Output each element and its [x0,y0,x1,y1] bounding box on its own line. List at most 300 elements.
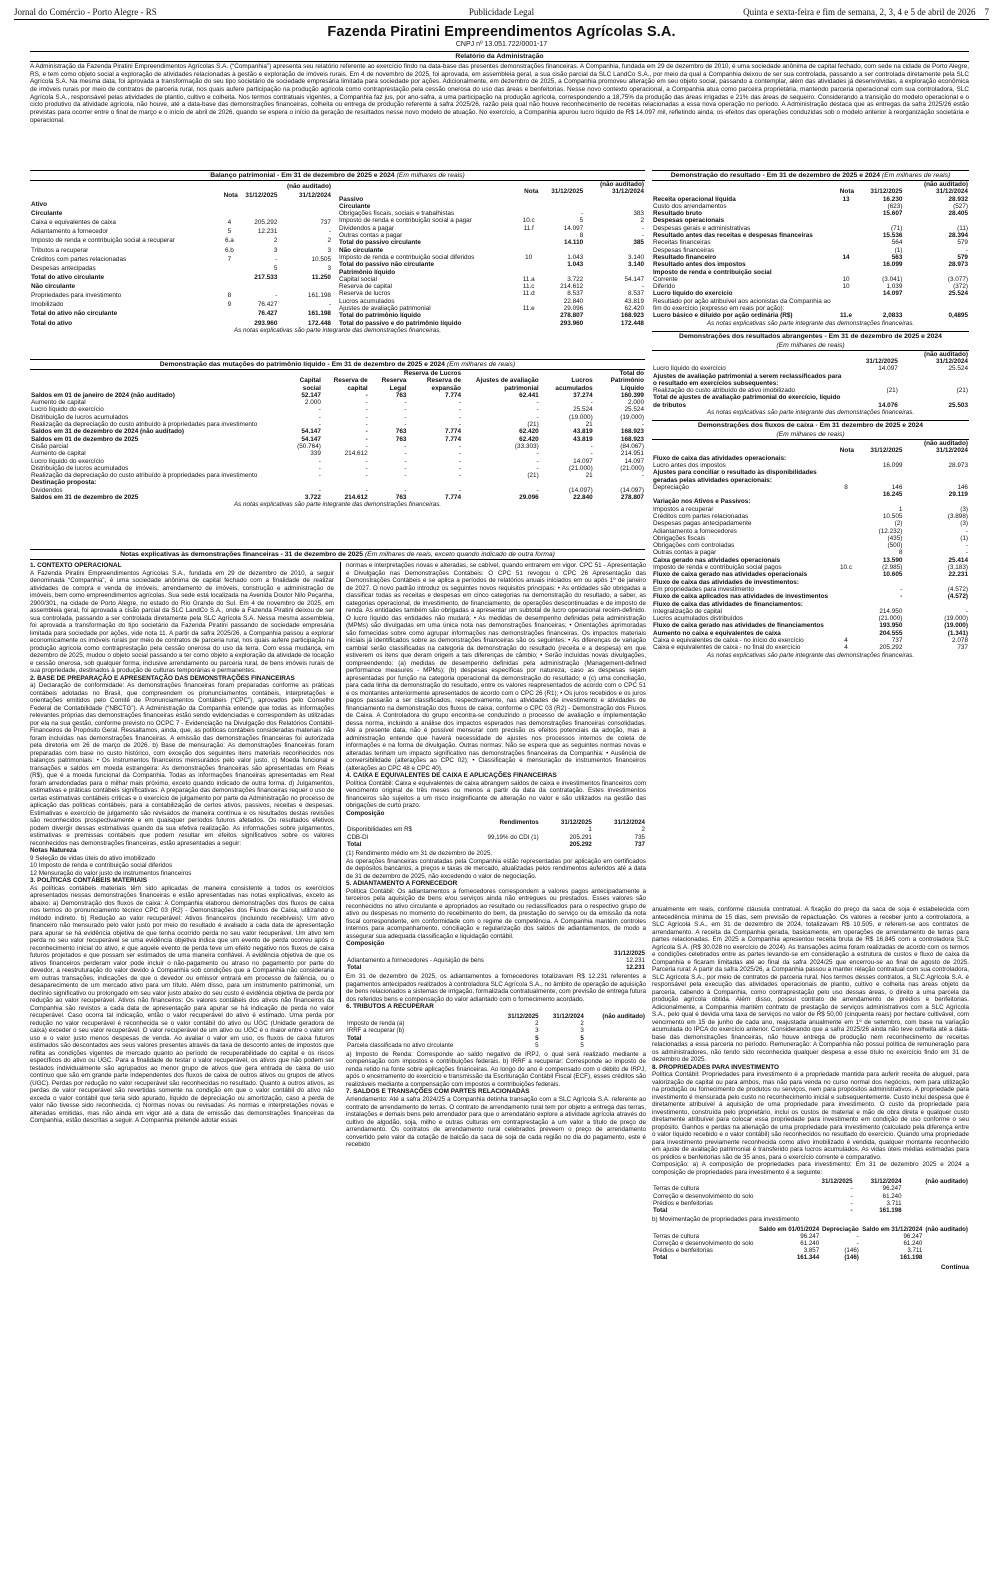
row-value: - [404,421,407,429]
row-value: - [850,1185,853,1193]
row-label: Circulante [339,202,371,210]
table-row [30,281,332,290]
row-label: Não circulante [31,283,76,291]
row-value: (21) [527,421,539,429]
row-value-2025 [855,269,903,276]
table-row [652,1185,969,1192]
table-row [346,964,646,971]
row-label: Integralização de capital [653,607,722,615]
row-label: Total do passivo e do patrimônio líquido [339,319,462,327]
row-label: Resultado bruto [653,210,702,218]
row-value-2024 [903,298,969,313]
note-table-caixa [346,819,646,848]
row-value: 2 [535,1020,539,1028]
masthead-date: Quinta e sexta-feira e fim de semana, 2, 3, 4 e 5 de abril de 2026 7 [743,7,989,18]
row-value [462,479,540,486]
header-cell [30,181,220,190]
row-value-2024: (3.077) [947,275,968,283]
row-value: - [458,486,462,494]
row-value: - [458,421,462,429]
header-cell [652,447,837,454]
table-row [652,217,969,224]
row-value: (33.303) [514,442,539,450]
row-value: - [318,486,321,494]
row-value: 25.524 [573,406,593,414]
header-cell: 31/12/2024 [612,188,644,196]
table-row [30,272,332,281]
table-row [30,245,332,254]
table-row [346,1020,646,1027]
row-nota [837,542,855,549]
row-value: 7.774 [445,494,462,502]
row-nota [837,290,855,297]
row-nota [837,462,855,469]
row-label: Aumento de capital [31,399,86,407]
row-value-2025: 3 [273,246,278,254]
row-value-2025 [855,469,903,484]
note-paragraph: a) Declaração de conformidade: As demonstrações financeiras foram preparadas conforme as práticas contábeis adotadas no Brasil, que compreendem os pronunciamentos contábeis, interpretações e orientações emitidos pelo Comitê de Pronunciamentos Contábeis (“CPC”), aprovados pelo Conselho Federal de Contabilidade (“NBCTG”). A Administração da Companhia entende que todas as informações relevantes próprias das demonstrações financeiras estão sendo evidenciadas e correspondem às utilizadas por ela na sua gestão, conforme previsto no OCPC 7 - Evidenciação na Divulgação dos Relatórios Contábil-Financeiros de Propósito Geral. Ressaltamos, ainda, que, as políticas contábeis consideradas materiais não foram incluídas nas demonstrações financeiras. A emissão das demonstrações financeiras foi autorizada pela diretoria em 26 de março de 2026. b) Base de mensuração: As demonstrações financeiras foram preparadas com base no custo histórico, com exceção dos seguintes itens materiais reconhecidos nos balanços patrimoniais: • Os instrumentos financeiros mensurados pelo valor justo. c) Moeda funcional e transações e saldos em moeda estrangeira: As demonstrações financeiras são apresentadas em Reais (R$), que é a moeda funcional da Companhia. Todas as informações financeiras apresentadas em Real foram arredondadas para o milhar mais próximo, exceto quando indicado de outra forma. d) Julgamentos, estimativas e práticas contábeis significativas: A preparação das demonstrações financeiras requer o uso de certas estimativas contábeis críticas e o exercício de julgamento por parte da Administração no processo de aplicação das políticas contábeis, para a contabilização de certos ativos, passivos, receitas e despesas. Estimativas e exercício de julgamento são revisados de maneira contínua e os resultados destas revisões são reconhecidos prospectivamente e em quaisquer períodos futuros afetados. Os resultados efetivos podem divergir dessas estimativas quando da sua efetiva realização. As informações sobre julgamentos, estimativas e premissas contábeis que podem resultar em efeitos significativos sobre os valores reconhecidos nas demonstrações financeiras, estão apresentadas a seguir: [30,682,334,847]
table-row [652,1200,969,1207]
row-label: Receitas financeiras [653,239,711,247]
table-row [652,484,969,491]
row-nota: 11.c [522,283,535,291]
row-value-2025 [539,196,584,203]
row-value-2024: 385 [633,239,644,247]
row-value-2025 [855,217,903,224]
row-value: 763 [395,391,407,399]
row-value-2025: 1 [898,505,903,513]
balanco-section [30,170,645,335]
row-value: - [365,442,368,450]
row-value-2024: 172.448 [620,319,644,327]
row-nota: 4 [844,637,848,645]
row-nota: 9 [227,301,232,309]
row-label: Não circulante [339,246,384,254]
row-value-2024: 28.394 [948,232,968,240]
row-value: 61.240 [800,1240,820,1248]
row-value-2025: - [900,593,903,601]
table-row [338,269,645,276]
row-value-2025: 14.097 [882,290,903,298]
row-value-2025: 22.840 [563,297,584,305]
row-value-2025 [539,269,584,276]
row-nota [518,261,539,268]
row-value-2024: 579 [957,253,968,261]
row-value-2024: 161.198 [307,292,331,300]
table-row [30,472,645,479]
note-heading: Composição [346,940,385,948]
row-nota [837,247,855,254]
row-value: 43.819 [573,428,593,436]
row-value: 52.147 [301,391,321,399]
row-value [454,841,540,848]
table-row [652,254,969,261]
row-label: Reserva de capital [339,283,392,291]
row-value-2024: 25.414 [948,556,968,564]
row-value-2024 [584,196,645,203]
row-value-2025 [239,199,279,208]
table-row [30,406,645,413]
note-heading: 3. POLÍTICAS CONTÁBEIS MATERIAIS [30,877,148,885]
row-value: 62.420 [519,435,539,443]
row-nota [837,225,855,232]
row-value: 3.711 [907,1247,923,1255]
row-value-2025: 293.960 [560,319,584,327]
row-value: - [365,428,368,436]
row-value: 62.420 [519,428,539,436]
row-value-2025: 16.099 [882,461,903,469]
row-value: - [365,406,368,414]
row-value: 99,19% do CDI (1) [487,833,539,841]
header-cell: Reserva de Lucros [403,370,462,377]
table-header-row [30,190,332,199]
row-nota [518,320,539,327]
row-value: - [850,1199,853,1207]
table-row [30,428,645,435]
row-nota: 6.b [224,246,234,254]
header-cell: 31/12/2025 [870,447,903,455]
row-value: 62.441 [519,391,539,399]
row-value: - [404,486,407,494]
header-cell [652,188,837,195]
row-value-2025: 12.231 [257,228,278,236]
row-value-2025: 217.533 [254,273,278,281]
row-label: Despesas pagas antecipadamente [653,520,752,528]
row-value: - [641,472,644,480]
row-value: 21 [585,421,593,429]
row-label: Saldos em 01 de dezembro de 2025 [31,435,139,443]
row-value-2024: 383 [633,210,644,218]
row-value-2024: 43.819 [624,297,644,305]
row-value-2025: (2) [894,520,903,528]
row-value-2024: (527) [953,202,968,210]
row-label: Correção e desenvolvimento do solo [653,1192,754,1200]
table-row [652,312,969,319]
row-value-2025: - [275,255,278,263]
row-value-2025: (3.041) [882,275,903,283]
header-cell [346,950,588,957]
table-row [652,232,969,239]
row-value-2025: 278.807 [560,312,584,320]
row-value: 3.711 [886,1199,902,1207]
table-row [338,290,645,297]
row-value: 763 [395,494,407,502]
row-label: Resultado financeiro [653,253,717,261]
table-header-row [652,440,969,447]
row-nota: 11.e [839,312,853,320]
row-label: Despesas antecipadas [31,264,96,272]
dmpl-title: Demonstração das mutações do patrimônio líquido - Em 31 de dezembro de 2025 e 2024 (Em milhares de reais) [30,359,645,370]
header-cell: Reserva de capital [333,377,368,392]
row-label: Total [347,1034,362,1042]
header-cell [518,181,539,188]
row-value-2024: 28.405 [948,210,968,218]
row-label: Imposto de renda e contribuição social a recuperar [31,237,175,245]
row-value-2024: 3 [327,246,331,254]
table-row [346,826,646,833]
row-value-2025: (500) [887,542,903,550]
row-value-2024: (19.000) [944,622,968,630]
row-value-2024 [903,269,969,276]
row-value: - [458,406,462,414]
row-value: - [641,421,644,429]
row-value-2024: 737 [957,644,968,652]
row-value: 54.147 [301,428,321,436]
row-value: 3 [535,1027,539,1035]
table-row [30,199,332,208]
row-value-2025: 14.097 [878,365,898,373]
row-value-2025: 15.536 [882,232,903,240]
row-value-2025: 293.960 [254,319,278,327]
row-label: Diferido [653,283,676,291]
header-cell: (não auditado) [923,440,968,448]
row-label [652,491,837,498]
header-cell [855,181,903,188]
header-cell: 31/12/2025 [507,1012,539,1020]
row-value: - [404,457,407,465]
row-label: Imposto de renda e contribuição social [653,268,772,276]
table-row [652,290,969,297]
row-nota [837,455,855,462]
row-nota: 6.a [224,237,234,245]
row-value: - [365,399,368,407]
balanco-passivo-table [338,181,645,327]
row-label: Total do ativo não circulante [31,310,118,318]
row-value-2024: - [965,549,968,557]
row-value-2024: 8.537 [628,290,644,298]
table-row [346,834,646,841]
row-nota [837,203,855,210]
row-value-2024: - [328,228,331,236]
row-label: Fluxo de caixa aplicados nas atividades de investimentos [653,593,829,601]
row-value-2024: 28.932 [948,195,968,203]
header-cell: Depreciação [822,1225,859,1233]
row-value: (84.067) [620,442,644,450]
table-row [346,1035,646,1042]
table-row [652,203,969,210]
row-value: - [318,406,321,414]
header-cell [338,181,518,188]
notas-column-3 [652,906,969,1272]
row-value: 168.923 [620,435,644,443]
row-nota [837,269,855,276]
row-value-2025: - [581,210,584,218]
table-header-row [338,188,645,195]
note-heading: Notas Natureza [30,847,77,855]
row-value: 214.612 [344,450,368,458]
row-value: 29.096 [519,494,539,502]
row-label: Lucro líquido do exercício [31,406,104,414]
row-value: 3.722 [304,494,321,502]
row-value-2024: - [641,224,644,232]
table-row [30,436,645,443]
row-label: Passivo [339,195,364,203]
row-label: Saldos em 31 de dezembro de 2025 [31,494,139,502]
row-label: Ajustes de avaliação patrimonial a serem reclassificados para o resultado em exercícios subsequentes: [653,372,842,387]
row-value-2024: (4.572) [947,593,968,601]
row-value-2024: 2.078 [952,637,968,645]
row-label: Prédios e benfeitorias [653,1247,713,1255]
row-nota [837,549,855,556]
row-label: IRRF a recuperar (b) [347,1027,405,1035]
header-cell [338,188,518,195]
row-label: Imobilizado [31,301,64,309]
row-value: - [365,472,368,480]
table-row [652,513,969,520]
table-row [346,957,646,964]
row-nota: 8 [227,292,232,300]
table-row [338,320,645,327]
row-value: 763 [395,428,407,436]
row-label: Obrigações fiscais, sociais e trabalhistas [339,210,455,218]
row-value-2025 [855,455,903,462]
header-cell: Patrimônio Líquido [610,377,644,392]
row-label: Adiantamento a fornecedores [653,527,737,535]
row-label: Terras de cultura [653,1185,700,1193]
row-value: (50.764) [297,442,321,450]
note-paragraph: Política Contábil: Propriedades para investimento é a propriedade mantida para auferir receita de aluguel, para valorização de capital ou para ambos, mas não para venda no curso normal dos negócios, nem para utilização na produção ou fornecimento de produtos ou serviços, nem para propósitos administrativos. A propriedade para investimento é mensurada pelo custo no reconhecimento inicial e subsequentemente. Custo inclui despesa que é diretamente atribuível à aquisição de uma propriedade para investimento. O custo da propriedade para investimento, construída pelo proprietário, inclui os custos de material e mão de obra direta e qualquer custo diretamente atribuível para colocar essa propriedade para investimento em condição de uso conforme o seu propósito. Ganhos e perdas na alienação de uma propriedade para investimento (calculado pela diferença entre o valor líquido recebido e o valor contábil) são reconhecidos no resultado do exercício. Quando uma propriedade para investimento previamente reconhecida como ativo imobilizado é vendida, qualquer montante reconhecido em ajuste de avaliação patrimonial é transferido para lucros acumulados. As vidas úteis médias estimadas para os prédios e benfeitorias são de 35 anos, para o exercício corrente e comparativo. [652,1071,969,1161]
row-value-2025: 10.605 [882,571,903,579]
row-nota [220,309,239,318]
row-value-2024: 11.250 [311,273,331,281]
row-label: Total do passivo circulante [339,239,421,247]
note-paragraph: (1) Rendimento médio em 31 de dezembro de 2025. [346,850,493,857]
row-value-2025 [855,498,903,505]
table-row [652,1193,969,1200]
row-value-2024: - [641,283,644,291]
row-label: Lucro líquido do exercício [653,290,733,298]
row-value: 12.231 [626,956,645,964]
notas-header [30,549,645,560]
row-value: - [458,472,462,480]
table-row [338,247,645,254]
row-label: Outras contas a pagar [339,232,403,240]
row-value-2024: - [965,542,968,550]
row-value-2024 [278,208,332,217]
table-row [30,487,645,494]
row-value: 278.807 [620,494,644,502]
row-label: Resultado antes das receitas e despesas financeiras [653,232,813,240]
row-label: Lucro líquido do exercício [31,457,104,465]
note-paragraph: Em 31 de dezembro de 2025, os adiantamentos a fornecedores totalizavam R$ 12.231 referentes a pagamentos antecipados realizados à controladora SLC Agrícola S.A., no âmbito de operação de aquisição de bens relacionados a sistemas de irrigação, formalizada contratualmente, com previsão de entrega futura dos referidos bens e compensação do valor adiantado com o fornecimento acordado. [346,973,646,1003]
table-row [30,290,332,299]
header-cell [540,370,594,377]
table-row [338,298,645,305]
continua-label: Continua [940,1263,969,1271]
row-nota [837,528,855,535]
row-value: - [404,399,407,407]
row-label: Despesas financeiras [653,246,715,254]
row-nota [220,199,239,208]
row-value-2025 [539,203,584,210]
row-value: 5 [535,1034,539,1042]
balanco-title: Balanço patrimonial - Em 31 de dezembro de 2025 e 2024 (Em milhares de reais) [30,170,645,181]
row-value-2024: 29.119 [948,491,968,499]
header-cell [652,1226,757,1233]
row-value: 21 [585,472,593,480]
row-value: 22.840 [573,494,593,502]
table-row [652,1247,969,1254]
table-header-row [346,819,646,826]
header-cell [346,819,454,826]
row-label: Custo dos arrendamentos [653,202,727,210]
row-value: 214.612 [344,494,368,502]
row-value: 14.097 [624,457,644,465]
row-value: 161.198 [900,1254,923,1262]
row-value: - [404,472,407,480]
table-row [652,225,969,232]
row-label: Imposto de renda e contribuição social pagos [653,564,782,572]
column-divider [340,562,341,1002]
row-nota: 7 [227,255,232,263]
row-value: - [458,464,462,472]
header-cell: Nota [839,447,854,455]
row-value-2024: 22.231 [948,571,968,579]
row-nota [837,232,855,239]
note-heading: 6. TRIBUTOS A RECUPERAR [346,1003,434,1011]
row-value-2024: 0,4895 [948,312,968,320]
masthead [14,6,989,20]
header-cell: 31/12/2025 [551,188,584,196]
row-label: Saldos em 01 de janeiro de 2024 (não auditado) [31,391,175,399]
row-value: - [365,457,368,465]
row-value-2024: (3.898) [947,512,968,520]
header-cell: Nota [524,188,539,196]
row-value: 96.247 [903,1232,923,1240]
resultado-footnote: As notas explicativas são parte integrante das demonstrações financeiras. [706,319,915,327]
row-value-2025: 76.427 [257,301,278,309]
row-value-2024 [899,373,969,388]
row-label: Dividendos a pagar [339,224,395,232]
row-value: 2.000 [304,399,321,407]
table-row [652,549,969,556]
row-value: 7.774 [445,391,462,399]
company-cnpj: CNPJ nº 13.051.722/0001-17 [455,41,548,48]
row-label: Caixa e equivalentes de caixa - no final do exercício [653,644,801,652]
row-nota [837,261,855,268]
row-value [594,479,645,486]
row-label: Prédios e benfeitorias [653,1199,713,1207]
row-value-2025: (21) [886,387,898,395]
row-nota [518,239,539,246]
row-nota: 4 [844,644,848,652]
row-label: Tributos a recuperar [31,246,89,254]
row-value-2024: 25.524 [948,290,968,298]
header-cell: Lucros acumulados [555,377,593,392]
header-cell: Capital social [299,377,321,392]
row-value-2024 [903,498,969,505]
row-nota: 10 [525,253,533,261]
row-value-2024 [903,217,969,224]
table-row [346,841,646,848]
note-paragraph: A Fazenda Piratini Empreendimentos Agrícolas S.A., fundada em 29 de dezembro de 2010, a seguir denominada “Companhia”, é uma sociedade anônima de capital fechado com a finalidade de realizar atividades de compra e venda de imóveis, arrendamento de imóveis, construção e administração de imóveis, bem como empreendimentos agrícolas. Sua sede está localizada na Avenida Doutor Nilo Peçanha, 2900/301, na cidade de Porto Alegre, no estado do Rio Grande do Sul. Em 4 de novembro de 2025, em assembleia geral, foi aprovada a cisão parcial da SLC LandCo S.A., onde a Fazenda Piratini deixou de ser sua controlada, passando a ser controlada diretamente pela SLC Agrícola S.A. Nessa mesma assembleia, foi aprovada a transformação do tipo societário da Fazenda Piratini passando de sociedade empresária limitada para sociedade por ações, vide nota 11. A partir da safra 2025/26, a Companhia passou a explorar economicamente os imóveis rurais por meio de contratos de parceria rural, nos quais aufere participação na produção agrícola como contraprestação pela cessão onerosa do uso da terra. Com essa mudança, em dezembro de 2025, mudou o objeto social passando a ter como objeto a exploração da atividade de locação e cessão onerosa, sob qualquer forma, inclusive arrendamento ou parceria rural, de bens imóveis rurais de sua propriedade, destinados à produção de culturas temporárias e permanentes. [30,569,334,675]
fluxo-title: Demonstrações dos fluxos de caixa - Em 31 dezembro de 2025 e 2024 (Em milhares de reais) [652,420,969,440]
row-value: - [318,472,321,480]
row-nota: 13 [842,195,850,203]
header-cell [652,351,847,358]
row-value-2025: 16.099 [882,261,903,269]
row-label: Realização do custo atribuído de ativo imobilizado [653,387,796,395]
row-value [285,479,322,486]
header-cell [346,1013,494,1020]
row-value: 735 [634,833,645,841]
row-value: - [365,486,368,494]
row-value-2025 [539,247,584,254]
row-label: Fluxo de caixa das atividades de investimentos: [653,578,799,586]
note-heading: 5. ADIANTAMENTO A FORNECEDOR [346,880,458,887]
row-value: 763 [395,435,407,443]
row-value-2025: 146 [891,483,903,491]
